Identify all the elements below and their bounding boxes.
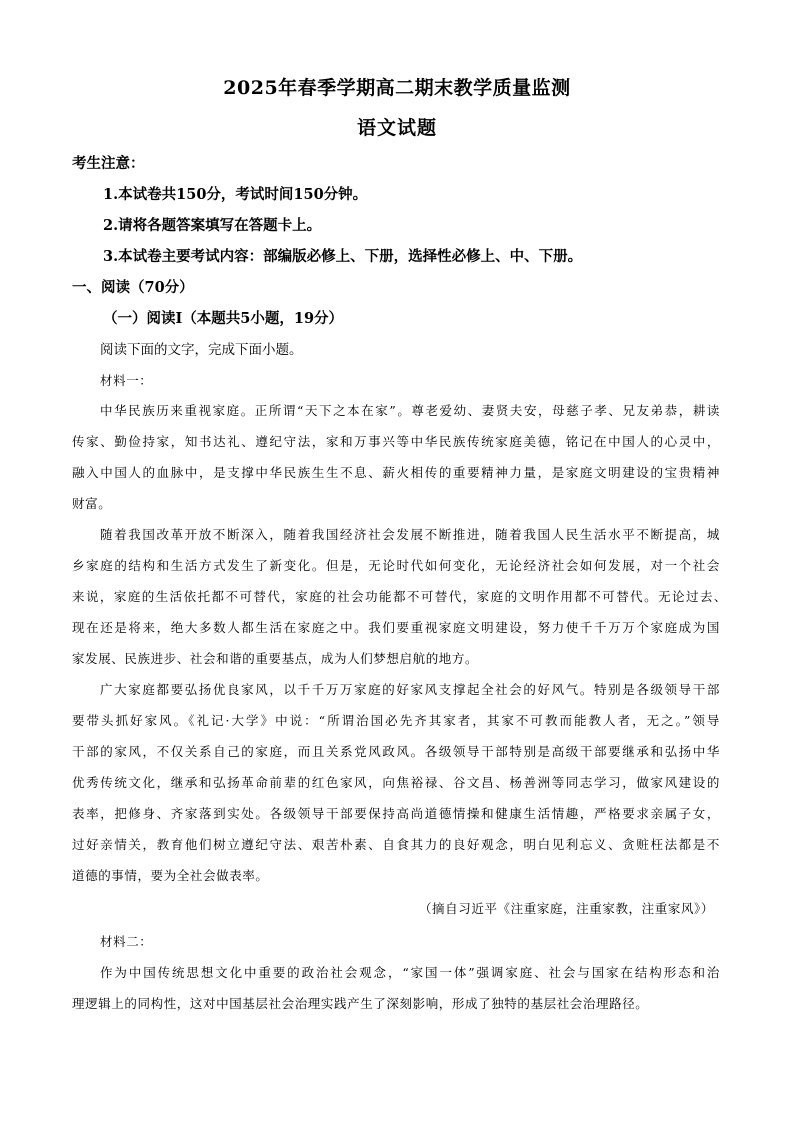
material1-line: 融入中国人的血脉中，是支撑中华民族生生不息、薪火相传的重要精神力量，是家庭文明建设的宝贵精神 (72, 465, 720, 480)
notice-heading: 考生注意： (72, 155, 145, 172)
material2-label: 材料二： (100, 934, 153, 949)
material1-line: 家发展、民族进步、社会和谐的重要基点，成为人们梦想启航的地方。 (72, 651, 479, 666)
material2-line: 理逻辑上的同构性，这对中国基层社会治理实践产生了深刻影响，形成了独特的基层社会治理路径。 (72, 996, 649, 1011)
material1-line: 道德的事情，要为全社会做表率。 (72, 868, 269, 883)
section-heading: 一、阅读（70分） (72, 279, 194, 296)
material1-line: 来说，家庭的生活依托都不可替代，家庭的社会功能都不可替代，家庭的文明作用都不可替代。无论过去、 (72, 589, 727, 604)
material1-line: 财富。 (72, 496, 112, 511)
material1-line: 过好亲情关，教育他们树立遵纪守法、艰苦朴素、自食其力的良好观念，明白见利忘义、贪赃枉法都是不 (72, 837, 720, 852)
section-subheading: （一）阅读Ⅰ（本题共5小题，19分） (103, 310, 344, 327)
material1-line: 表率，把修身、齐家落到实处。各级领导干部要保持高尚道德情操和健康生活情趣，严格要求亲属子女， (72, 806, 720, 821)
material2-line: 作为中国传统思想文化中重要的政治社会观念，“家国一体”强调家庭、社会与国家在结构形态和治 (100, 965, 720, 980)
material1-line: 现在还是将来，绝大多数人都生活在家庭之中。我们要重视家庭文明建设，努力使千千万万个家庭成为国 (72, 620, 720, 635)
notice-item-3: 3.本试卷主要考试内容：部编版必修上、下册，选择性必修上、中、下册。 (103, 248, 583, 265)
exam-title: 2025年春季学期高二期末教学质量监测 (223, 77, 571, 99)
material1-line: 中华民族历来重视家庭。正所谓“天下之本在家”。尊老爱幼、妻贤夫安，母慈子孝、兄友弟恭，耕读 (100, 403, 720, 418)
material1-line: 要带头抓好家风。《礼记·大学》中说：“所谓治国必先齐其家者，其家不可教而能教人者，无之。”领导 (72, 713, 720, 728)
material1-line: 优秀传统文化，继承和弘扬革命前辈的红色家风，向焦裕禄、谷文昌、杨善洲等同志学习，做家风建设的 (72, 775, 720, 790)
material1-line: 广大家庭都要弘扬优良家风，以千千万万家庭的好家风支撑起全社会的好风气。特别是各级领导干部 (100, 682, 720, 697)
material1-line: 乡家庭的结构和生活方式发生了新变化。但是，无论时代如何变化，无论经济社会如何发展，对一个社会 (72, 558, 720, 573)
material1-source: （摘自习近平《注重家庭，注重家教，注重家风》） (418, 901, 714, 916)
material1-line: 随着我国改革开放不断深入，随着我国经济社会发展不断推进，随着我国人民生活水平不断提高，城 (100, 527, 720, 542)
notice-item-2: 2.请将各题答案填写在答题卡上。 (103, 217, 322, 234)
material1-line: 干部的家风，不仅关系自己的家庭，而且关系党风政风。各级领导干部特别是高级干部要继承和弘扬中华 (72, 744, 720, 759)
section-instruction: 阅读下面的文字，完成下面小题。 (100, 342, 303, 358)
material1-line: 传家、勤俭持家，知书达礼、遵纪守法，家和万事兴等中华民族传统家庭美德，铭记在中国人的心灵中， (72, 434, 720, 449)
notice-item-1: 1.本试卷共150分，考试时间150分钟。 (103, 186, 368, 203)
material1-label: 材料一： (100, 373, 153, 388)
exam-subtitle: 语文试题 (356, 117, 437, 139)
